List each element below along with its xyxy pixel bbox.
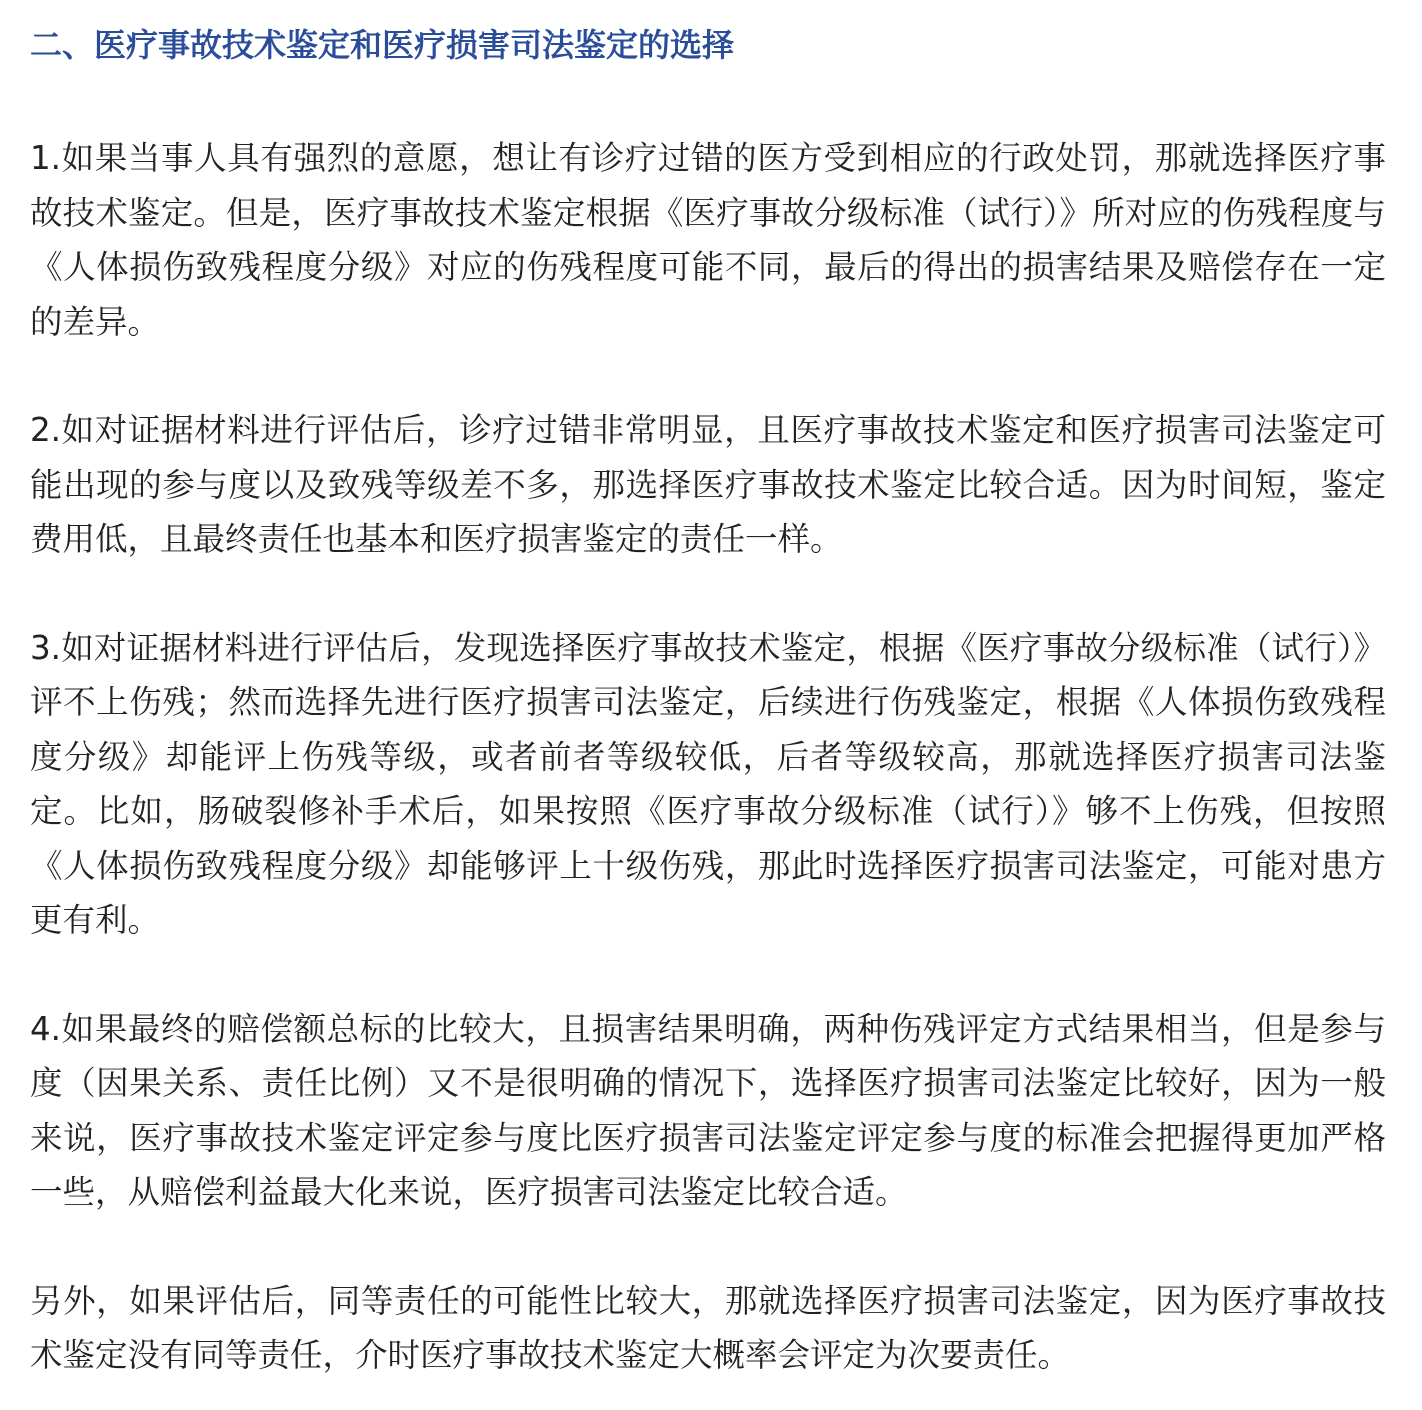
paragraph-4: 4.如果最终的赔偿额总标的比较大，且损害结果明确，两种伤残评定方式结果相当，但是参与度（因果关系、责任比例）又不是很明确的情况下，选择医疗损害司法鉴定比较好，因为一般来说，医疗事故技术鉴定评定参与度比医疗损害司法鉴定评定参与度的标准会把握得更加严格一些，从赔偿利益最大化来说，医疗损害司法鉴定比较合适。 xyxy=(30,1009,1386,1211)
article-body xyxy=(30,18,1386,1383)
paragraph-3: 3.如对证据材料进行评估后，发现选择医疗事故技术鉴定，根据《医疗事故分级标准（试行）》评不上伤残；然而选择先进行医疗损害司法鉴定，后续进行伤残鉴定，根据《人体损伤致残程度分级》却能评上伤残等级，或者前者等级较低，后者等级较高，那就选择医疗损害司法鉴定。比如，肠破裂修补手术后，如果按照《医疗事故分级标准（试行）》够不上伤残，但按照《人体损伤致残程度分级》却能够评上十级伤残，那此时选择医疗损害司法鉴定，可能对患方更有利。 xyxy=(30,628,1386,939)
paragraph-1: 1.如果当事人具有强烈的意愿，想让有诊疗过错的医方受到相应的行政处罚，那就选择医疗事故技术鉴定。但是，医疗事故技术鉴定根据《医疗事故分级标准（试行）》所对应的伤残程度与《人体损伤致残程度分级》对应的伤残程度可能不同，最后的得出的损害结果及赔偿存在一定的差异。 xyxy=(30,139,1386,341)
section-heading: 二、医疗事故技术鉴定和医疗损害司法鉴定的选择 xyxy=(30,26,735,64)
paragraph-additional: 另外，如果评估后，同等责任的可能性比较大，那就选择医疗损害司法鉴定，因为医疗事故技术鉴定没有同等责任，介时医疗事故技术鉴定大概率会评定为次要责任。 xyxy=(30,1281,1386,1374)
paragraph-2: 2.如对证据材料进行评估后，诊疗过错非常明显，且医疗事故技术鉴定和医疗损害司法鉴定可能出现的参与度以及致残等级差不多，那选择医疗事故技术鉴定比较合适。因为时间短，鉴定费用低，且最终责任也基本和医疗损害鉴定的责任一样。 xyxy=(30,411,1386,558)
